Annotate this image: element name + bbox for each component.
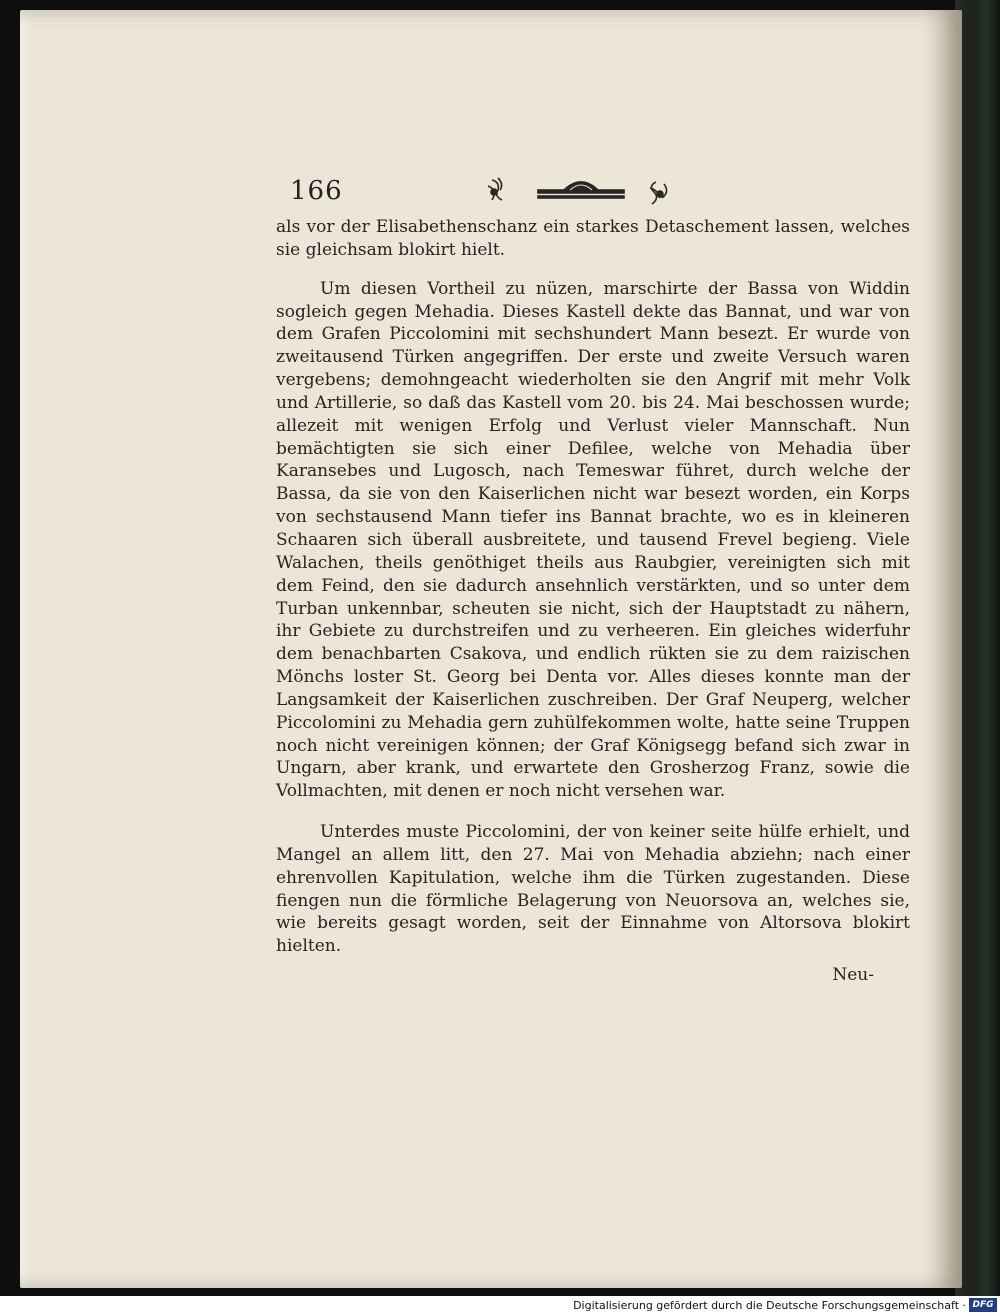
- dfg-logo-icon: DFG: [969, 1298, 997, 1312]
- paragraph-piccolomini-withdrawal: Unterdes muste Piccolomini, der von keiner seite hülfe erhielt, und Mangel an allem litt, den 27. Mai von Mehadia abziehn; nach einer ehrenvollen Kapitulation, welche ihm die Türken zugestanden. Diese fiengen nun die förmliche Belagerung von Neuorsova an, welches sie, wie bereits gesagt worden, seit der Einnahme von Altorsova blokirt hielten.: [276, 822, 910, 957]
- paragraph-mehadia-siege: Um diesen Vortheil zu nüzen, marschirte der Bassa von Widdin sogleich gegen Mehadia. Dieses Kastell dekte das Bannat, und war von dem Grafen Piccolomini mit sechshundert Mann besezt. Er wurde von zweitausend Türken angegriffen. Der erste und zweite Versuch waren vergebens; demohngeacht wiederholten sie den Angrif mit mehr Volk und Artillerie, so daß das Kastell vom 20. bis 24. Mai beschossen wurde; allezeit mit wenigen Erfolg und Verlust vieler Mannschaft. Nun bemächtigten sie sich einer Defilee, welche von Mehadia über Karansebes und Lugosch, nach Temeswar führet, durch welche der Bassa, da sie von den Kaiserlichen nicht war besezt worden, ein Korps von sechstausend Mann tiefer ins Bannat brachte, wo es in kleineren Schaaren sich überall ausbreitete, und tausend Frevel begieng. Viele Walachen, theils genöthiget theils aus Raubgier, vereinigten sich mit dem Feind, den sie dadurch ansehnlich verstärkten, und so unter dem Turban unkennbar, scheuten sie nicht, sich der Hauptstadt zu nähern, ihr Gebiete zu durchstreifen und zu verheeren. Ein gleiches widerfuhr dem benachbarten Csakova, und endlich rükten sie zu dem raizischen Mönchs loster St. Georg bei Denta vor. Alles dieses konnte man der Langsamkeit der Kaiserlichen zuschreiben. Der Graf Neuperg, welcher Piccolomini zu Mehadia gern zuhülfekommen wolte, hatte seine Truppen noch nicht vereinigen können; der Graf Königsegg befand sich zwar in Ungarn, aber krank, und erwartete den Grosherzog Franz, sowie die Vollmachten, mit denen er noch nicht versehen war.: [276, 278, 910, 802]
- page-number: 166: [290, 176, 343, 206]
- funding-credit: Digitalisierung gefördert durch die Deutsche Forschungsgemeinschaft ·: [573, 1299, 966, 1312]
- header-ornament: [480, 172, 700, 212]
- body-text: [276, 216, 910, 987]
- catchword: Neu-: [832, 965, 874, 986]
- page-gutter-shadow: [922, 10, 962, 1288]
- paragraph-continuation: als vor der Elisabethenschanz ein starkes Detaschement lassen, welches sie gleichsam blokirt hielt.: [276, 217, 910, 260]
